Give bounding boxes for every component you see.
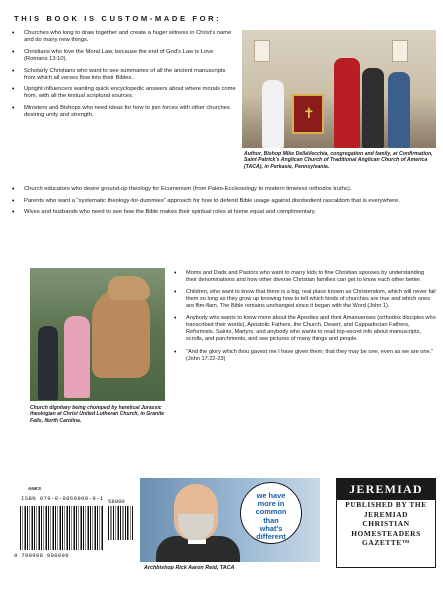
dinosaur-costume-photo xyxy=(30,268,165,401)
barcode-label: ANKS xyxy=(28,486,42,491)
list-item: • Ministers and Bishops who need ideas for how to join forces with other churches desiring unity and strength. xyxy=(10,105,238,119)
publisher-title: JEREMIAD xyxy=(337,479,435,500)
list-item: • Scholarly Christians who want to see summaries of all the ancient manuscripts from which all verses flow into their Bibles. xyxy=(10,68,238,82)
audience-list-middle xyxy=(10,186,434,221)
list-item: • Christians who love the Moral Law, because the end of God's Law is Love (Romans 13:10). xyxy=(10,49,238,63)
publisher-line: PUBLISHED BY THE xyxy=(345,500,427,509)
publisher-line: GAZETTE™ xyxy=(362,538,410,548)
page-title: THIS BOOK IS CUSTOM-MADE FOR: xyxy=(14,14,222,23)
barcode-number: 9 798988 900099 xyxy=(14,552,69,559)
speech-bubble: we have more in common than what's different xyxy=(240,482,302,544)
isbn-text: ISBN 979-8-9869900-9-1 xyxy=(21,495,104,502)
publisher-line: CHRISTIAN xyxy=(362,519,410,529)
list-item: • Parents who want a "systematic theology-for-dummies" approach for how to defend Bible usage against disobedient rascaldom that is everywhere. xyxy=(10,198,434,205)
archbishop-photo xyxy=(140,478,320,562)
list-item: • Children, who want to know that there is a big, real place known as Christendom, which will never fail them so long as they grow up knowing how to tell which kinds of churches are true and which ones are flim-flam. The Bible remains unchanged since it began with the Word (John 1). xyxy=(172,289,436,310)
list-item: • "And the glory which thou gavest me I have given them; that they may be one, even as we are one." (John 17:22-23) xyxy=(172,349,436,363)
list-item: • Upright influencers wanting quick encyclopedic answers about where morals come from, with all the textual scriptural sources. xyxy=(10,86,238,100)
jeremiad-publisher-logo xyxy=(336,478,436,568)
list-item: • Churches who long to draw together and create a huger witness in Christ's name and do many new things. xyxy=(10,30,238,44)
dinosaur-photo-caption: Church dignitary being chomped by heretical Jurassic theologian at Christ United Lutheran Church, in Granite Falls, North Carolina. xyxy=(30,405,165,424)
church-confirmation-photo xyxy=(242,30,436,148)
list-item: • Wives and husbands who need to see how the Bible makes their spiritual roles at home equal and complimentary. xyxy=(10,209,434,216)
list-item: • Anybody who wants to know more about the Apostles and their Amanuenses (orthodox disciples who transcribed their words), Apostolic Fathers, the Church, Desert, and Cappadocian Fathers, Reformists, Saints, Martyrs, and anybody who wants to read top-secret info about manuscripts, scrolls, and parchments, and see pictures of many things and people. xyxy=(172,315,436,343)
list-item: • Moms and Dads and Pastors who want to marry kids to fine Christian spouses by understanding their denominations and how other diverse Christian families can get to know each other better. xyxy=(172,270,436,284)
archbishop-caption: Archbishop Rick Aaron Reid, TACA xyxy=(144,565,235,571)
price-code: 58000 xyxy=(108,498,125,505)
audience-list-top xyxy=(10,30,238,124)
audience-list-right xyxy=(172,270,436,368)
isbn-barcode xyxy=(20,506,104,550)
publisher-line: HOMESTEADERS xyxy=(351,528,421,538)
price-barcode xyxy=(108,506,134,540)
list-item: • Church educators who desire ground-up theology for Ecumenism (from Paleo-Ecclesiology to modern timeless orthodox truths). xyxy=(10,186,434,193)
publisher-line: JEREMIAD xyxy=(363,509,409,519)
church-photo-caption: Author, Bishop Mike DellaVecchia, congregation and family, at Confirmation, Saint Patrick's Anglican Church of Traditional Anglican Church of America (TACA), in Perkasie, Pennsylvania. xyxy=(244,151,433,170)
